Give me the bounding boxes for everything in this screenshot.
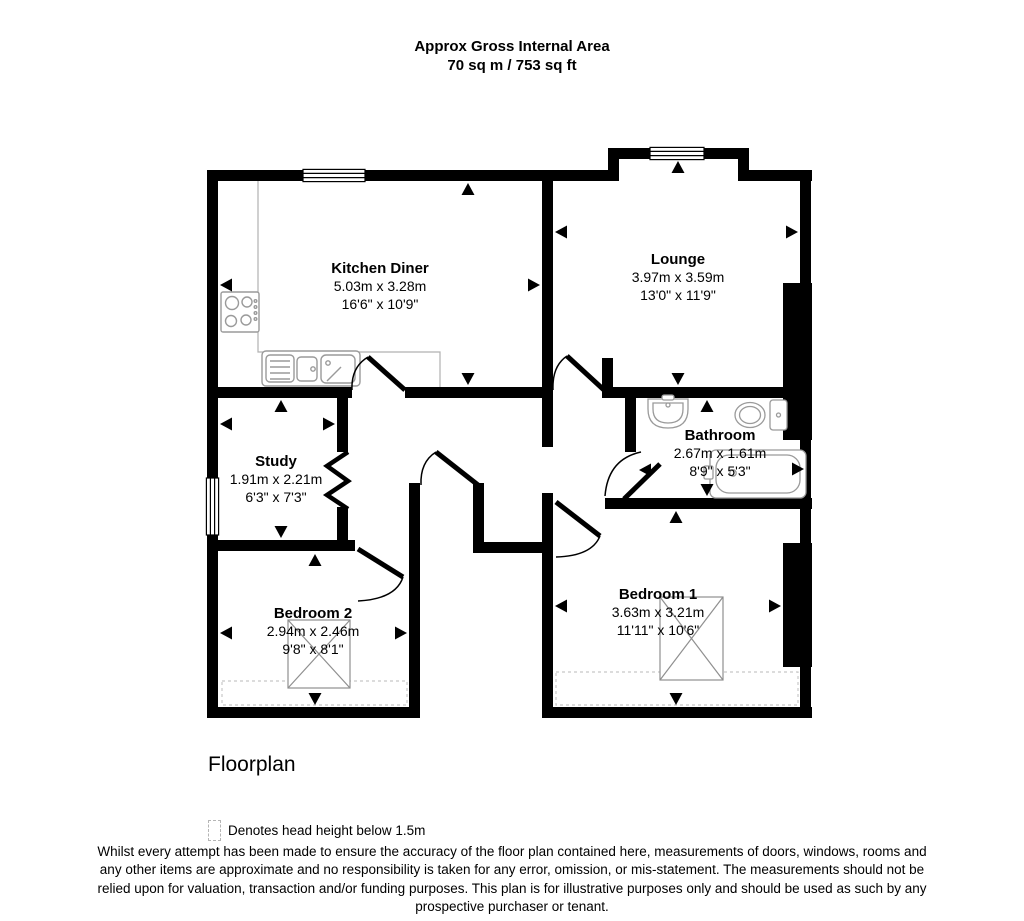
wall-segment [473, 483, 484, 553]
wall-segment [542, 170, 619, 181]
door-bedroom1 [556, 502, 600, 557]
disclaimer-line: any other items are approximate and no responsibility is taken for any error, omission, or mis-statement. The measurements should not be [99, 862, 925, 878]
room-metric-bathroom: 2.67m x 1.61m [673, 445, 767, 461]
measure-arrow-icon [395, 627, 407, 640]
room-imperial-lounge: 13'0" x 11'9" [640, 287, 716, 303]
wall-segment [337, 507, 348, 551]
measure-arrow-icon [701, 400, 714, 412]
head-height-legend-text: Denotes head height below 1.5m [228, 823, 426, 838]
basin-icon [648, 395, 688, 428]
room-imperial-study: 6'3" x 7'3" [245, 489, 307, 505]
window-icon [650, 147, 704, 159]
measure-arrow-icon [786, 226, 798, 239]
disclaimer-line: prospective purchaser or tenant. [415, 899, 609, 915]
measure-arrow-icon [672, 373, 685, 385]
room-imperial-bathroom: 8'9" x 5'3" [689, 463, 751, 479]
room-metric-kitchen: 5.03m x 3.28m [333, 278, 427, 294]
chimney-block [783, 543, 812, 667]
room-metric-bedroom1: 3.63m x 3.21m [611, 604, 705, 620]
room-imperial-bedroom2: 9'8" x 8'1" [282, 641, 344, 657]
measure-arrow-icon [309, 554, 322, 566]
door-bathroom [605, 452, 660, 499]
measure-arrow-icon [672, 161, 685, 173]
room-label-lounge: Lounge [650, 251, 706, 268]
room-label-bedroom1: Bedroom 1 [618, 586, 698, 603]
room-imperial-kitchen: 16'6" x 10'9" [341, 296, 419, 312]
wall-segment [207, 540, 355, 551]
room-labels [230, 251, 767, 657]
disclaimer-line: Whilst every attempt has been made to ensure the accuracy of the floor plan contained here, measurements of doors, windows, rooms and [97, 844, 927, 859]
measure-arrow-icon [220, 279, 232, 292]
measure-arrow-icon [555, 226, 567, 239]
room-imperial-bedroom1: 11'11" x 10'6" [616, 622, 700, 638]
room-metric-bedroom2: 2.94m x 2.46m [266, 623, 360, 639]
wall-segment [207, 707, 420, 718]
measure-arrow-icon [528, 279, 540, 292]
measure-arrow-icon [639, 464, 651, 477]
wall-segment [207, 170, 553, 181]
wall-segment [608, 148, 619, 181]
room-metric-study: 1.91m x 2.21m [229, 471, 323, 487]
toilet-icon [735, 400, 787, 430]
wall-segment [405, 387, 553, 398]
window-icon [206, 478, 218, 535]
wall-segment [473, 542, 553, 553]
wall-segment [542, 493, 553, 718]
measure-arrow-icon [309, 693, 322, 705]
measure-arrow-icon [670, 693, 683, 705]
wall-segment [542, 707, 812, 718]
room-label-bathroom: Bathroom [684, 427, 756, 444]
room-label-kitchen: Kitchen Diner [331, 260, 429, 277]
wall-segment [207, 387, 352, 398]
room-label-bedroom2: Bedroom 2 [273, 605, 353, 622]
wall-segment [738, 148, 749, 181]
measure-arrow-icon [769, 600, 781, 613]
measure-arrow-icon [275, 400, 288, 412]
room-label-study: Study [255, 453, 297, 470]
wall-segment [542, 170, 553, 447]
title-line2: 70 sq m / 753 sq ft [447, 57, 577, 74]
head-height-legend [208, 820, 425, 841]
wall-segment [409, 483, 420, 718]
disclaimer-line: relied upon for valuation, transaction and/or funding purposes. This plan is for illustrative purposes only and should be used as such by any [97, 880, 927, 896]
measure-arrow-icon [275, 526, 288, 538]
measure-arrow-icon [670, 511, 683, 523]
door-lounge [553, 356, 604, 390]
measure-arrow-icon [555, 600, 567, 613]
hob-icon [221, 292, 259, 332]
door-bedroom2 [358, 549, 403, 601]
kitchen-sink-icon [262, 351, 360, 386]
head-height-legend-icon [208, 820, 221, 841]
wall-segment [337, 396, 348, 452]
measure-arrow-icon [462, 183, 475, 195]
wall-segment [625, 387, 636, 452]
measure-arrow-icon [220, 627, 232, 640]
measure-arrow-icon [220, 418, 232, 431]
measure-arrow-icon [323, 418, 335, 431]
disclaimer [0, 843, 1024, 917]
wall-segment [613, 387, 812, 398]
measure-arrow-icon [462, 373, 475, 385]
wall-segment [207, 170, 218, 718]
wall-segment [602, 358, 613, 398]
door-entrance [421, 452, 478, 485]
wall-segment [605, 498, 812, 509]
floorplan-caption: Floorplan [208, 753, 296, 776]
title-line1: Approx Gross Internal Area [414, 38, 610, 55]
window-icon [303, 169, 365, 181]
zigzag-door-icon [327, 452, 348, 509]
room-metric-lounge: 3.97m x 3.59m [631, 269, 725, 285]
